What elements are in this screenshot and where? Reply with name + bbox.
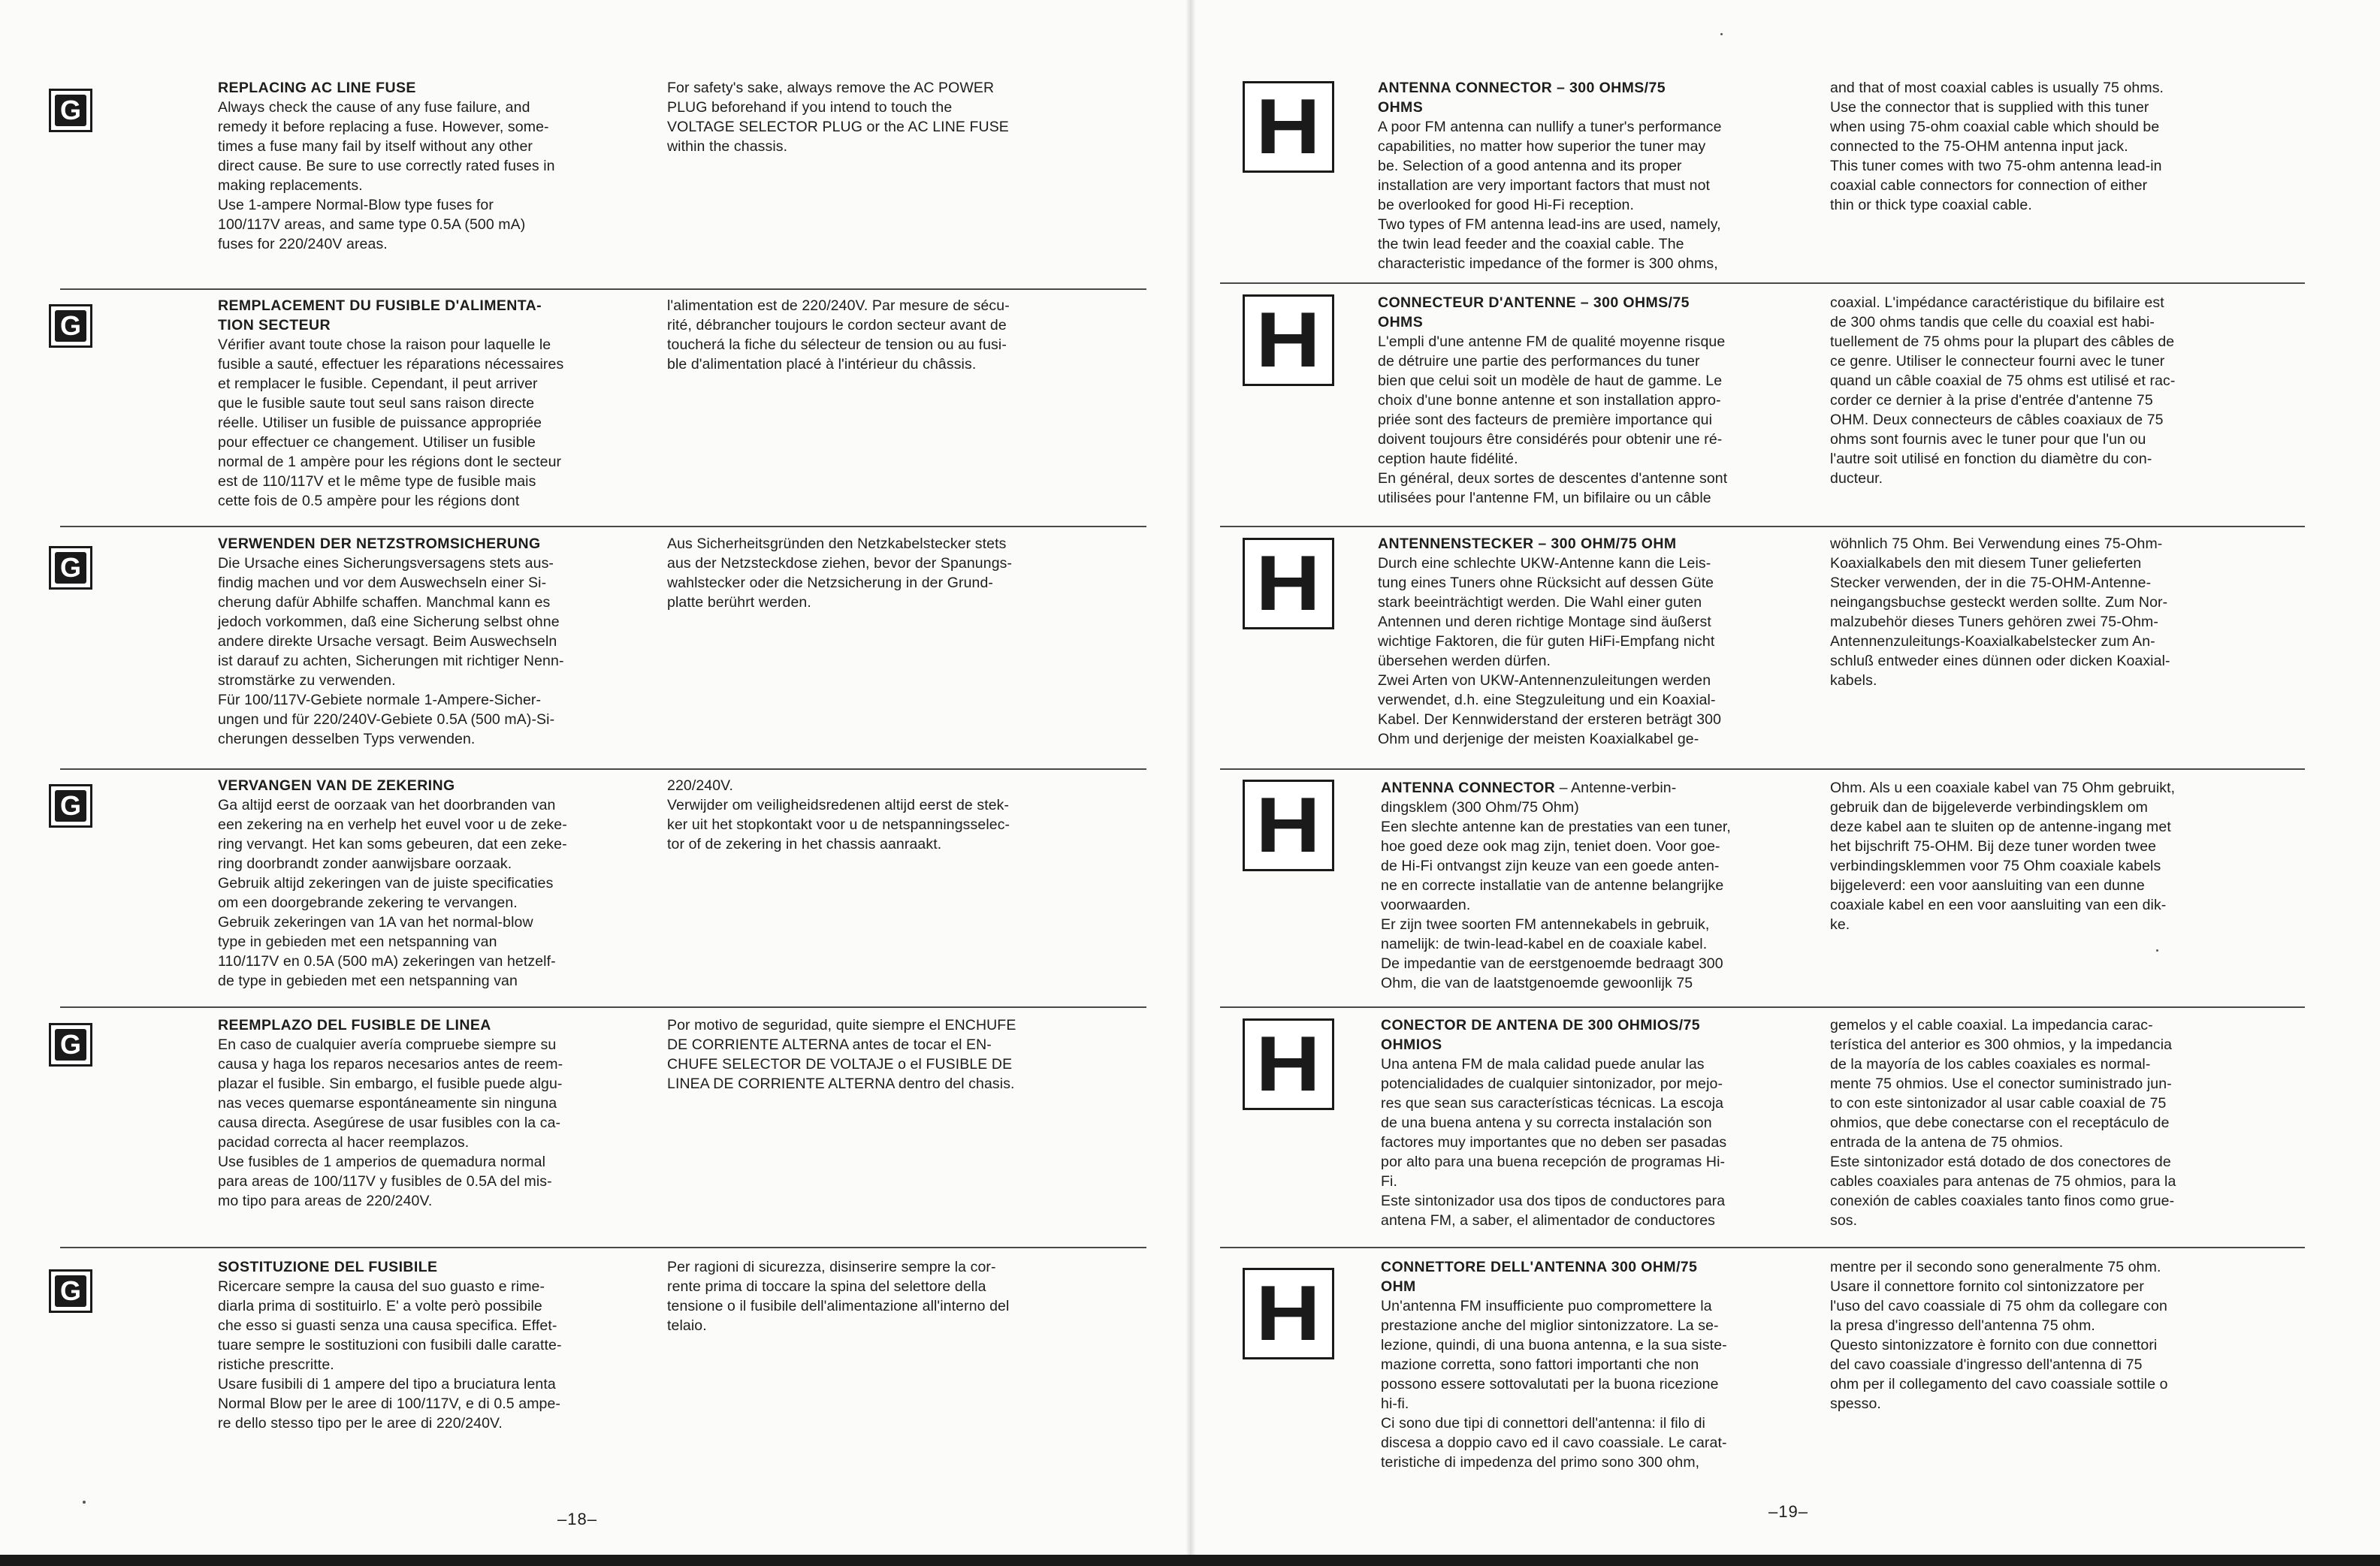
- section-text-continued: [1830, 778, 2224, 934]
- section-title-rest: – Antenne-verbin- dingsklem (300 Ohm/75 Ohm): [1381, 780, 1677, 816]
- section-body-continued: 220/240V. Verwijder om veiligheidsredenen altijd eerst de stek- ker uit het stopkontakt voor u de netspanningsselec- tor of de zekering in het chassis aanraakt.: [667, 777, 1010, 852]
- section-body-continued: Aus Sicherheitsgründen den Netzkabelstecker stets aus der Netzsteckdose ziehen, bevor der Spanungs- wahlstecker oder die Netzsicherung in der Grund- platte berührt werden.: [667, 536, 1013, 611]
- section-divider: [1220, 1006, 2305, 1008]
- section-divider: [1220, 526, 2305, 527]
- section-marker-h: H: [1243, 1268, 1334, 1359]
- section-text-continued: [1830, 1015, 2224, 1230]
- section-text: [1378, 534, 1772, 749]
- section-divider: [60, 526, 1146, 527]
- section-marker-g: G: [49, 89, 92, 132]
- section-text: [218, 78, 624, 254]
- section-en-fuse: [0, 0, 1190, 278]
- section-body-continued: coaxial. L'impédance caractéristique du bifilaire est de 300 ohms tandis que celle du coaxial est habi- tuellement de 75 ohms pour la plupart des câbles de ce genre. Utiliser le connecteur fourni avec le tuner quand un câble coaxial de 75 ohms est utilisé et rac- corder ce dernier à la prise d'entrée d'antenne 75 OHM. Deux connecteurs de câbles coaxiaux de 75 ohms sont fournis avec le tuner pour que l'un ou l'autre soit utilisé en fonction du diamètre du con- ducteur.: [1830, 294, 2176, 487]
- section-divider: [1220, 282, 2305, 284]
- section-divider-wrap: [1220, 768, 2305, 770]
- section-divider: [60, 1247, 1146, 1248]
- section-divider-wrap: [1220, 526, 2305, 527]
- section-divider: [60, 288, 1146, 290]
- section-body: L'empli d'une antenne FM de qualité moyenne risque de détruire une partie des performances du tuner bien que celui soit un modèle de haut de gamme. Le choix d'une bonne antenne et son installation appro- priée sont des facteurs de première importance qui doivent toujours être considérés pour obtenir une ré- ception haute fidélité. En général, deux sortes de descentes d'antenne sont utilisées pour l'antenne FM, un bifilaire ou un câble: [1378, 333, 1728, 506]
- section-text-continued: [1830, 293, 2224, 488]
- section-text: [218, 296, 624, 511]
- section-body-continued: wöhnlich 75 Ohm. Bei Verwendung eines 75-Ohm- Koaxialkabels den mit diesem Tuner gelieferten Stecker verwenden, der in die 75-OHM-Antenne- neingangsbuchse gesteckt werden sollte. Zum Nor- malzubehör dieses Tuners gehören zwei 75-Ohm- Antennenzuleitungs-Koaxialkabelstecker zum An- schluß entweder eines dünnen oder dicken Koaxial- kabels.: [1830, 536, 2170, 689]
- section-marker-g: G: [49, 304, 92, 348]
- section-text-continued: [1830, 534, 2224, 690]
- section-body-continued: Per ragioni di sicurezza, disinserire sempre la cor- rente prima di toccare la spina del selettore della tensione o il fusibile dell'alimentazione all'interno del telaio.: [667, 1259, 1010, 1334]
- section-body-continued: mentre per il secondo sono generalmente 75 ohm. Usare il connettore fornito col sintonizzatore per l'uso del cavo coassiale di 75 ohm da collegare con la presa d'ingresso dell'antenna 75 ohm. Questo sintonizzatore è fornito con due connettori del cavo coassiale d'ingresso dell'antenna di 75 ohm per il collegamento del cavo coassiale sottile o spesso.: [1830, 1259, 2168, 1412]
- section-text-continued: [667, 78, 1074, 156]
- page-number: –19–: [1768, 1502, 1808, 1521]
- section-body: Die Ursache eines Sicherungsversagens stets aus- findig machen und vor dem Auswechseln einer Si- cherung dafür Abhilfe schaffen. Manchmal kann es jedoch vorkommen, daß eine Sicherung selbst ohne andere direkte Ursache versagt. Beim Auswechseln ist darauf zu achten, Sicherungen mit richtiger Nenn- stromstärke zu verwenden. Für 100/117V-Gebiete normale 1-Ampere-Sicher- ungen und für 220/240V-Gebiete 0.5A (500 mA)-Si- cherungen desselben Typs verwenden.: [218, 555, 564, 747]
- section-body: Vérifier avant toute chose la raison pour laquelle le fusible a sauté, effectuer les réparations nécessaires et remplacer le fusible. Cependant, il peut arriver que le fusible saute tout seul sans raison directe réelle. Utiliser un fusible de puissance appropriée pour effectuer ce changement. Utiliser un fusible normal de 1 ampère pour les régions dont le secteur est de 110/117V et le même type de fusible mais cette fois de 0.5 ampère pour les régions dont: [218, 336, 564, 509]
- section-text: [1381, 1257, 1775, 1472]
- section-marker-g: G: [49, 1023, 92, 1067]
- section-marker-h: H: [1243, 538, 1334, 629]
- section-title: SOSTITUZIONE DEL FUSIBILE: [218, 1259, 438, 1275]
- section-divider: [1220, 1247, 2305, 1248]
- section-body: Ricercare sempre la causa del suo guasto e rime- diarla prima di sostituirlo. E' a volte però possibile che esso si guasti senza una causa specifica. Effet- tuare sempre le sostituzioni con fusibili dalle caratte- ristiche prescritte. Usare fusibili di 1 ampere del tipo a bruciatura lenta Normal Blow per le aree di 100/117V, e di 0.5 ampe- re dello stesso tipo per le aree di 220/240V.: [218, 1278, 562, 1432]
- print-speck: [1720, 33, 1723, 35]
- section-title: REPLACING AC LINE FUSE: [218, 80, 416, 96]
- section-body-continued: gemelos y el cable coaxial. La impedancia carac- terística del anterior es 300 ohmios, y la impedancia de la mayoría de los cables coaxiales es normal- mente 75 ohmios. Use el conector suministrado jun- to con este sintonizador al usar cable coaxial de 75 ohmios, que debe conectarse con el receptáculo de entrada de la antena de 75 ohmios. Este sintonizador está dotado de dos conectores de cables coaxiales para antenas de 75 ohmios, para la conexión de cables coaxiales tanto finos como grue- sos.: [1830, 1017, 2176, 1229]
- section-body: Un'antenna FM insufficiente puo compromettere la prestazione anche del miglior sintonizzatore. La se- lezione, quindi, di una buona antenna, e la sua siste- mazione corretta, sono fattori importanti che non possono essere sottovalutati per la buona ricezione hi-fi. Ci sono due tipi di connettori dell'antenna: il filo di discesa a doppio cavo ed il cavo coassiale. Le carat- teristiche di impedenza del primo sono 300 ohm,: [1381, 1298, 1727, 1471]
- section-text-continued: [667, 534, 1074, 612]
- section-body-continued: and that of most coaxial cables is usually 75 ohms. Use the connector that is supplied with this tuner when using 75-ohm coaxial cable which should be connected to the 75-OHM antenna input jack. This tuner comes with two 75-ohm antenna lead-in coaxial cable connectors for connection of either thin or thick type coaxial cable.: [1830, 80, 2164, 213]
- section-divider: [1220, 768, 2305, 770]
- section-title: CONECTOR DE ANTENA DE 300 OHMIOS/75 OHMIOS: [1381, 1017, 1701, 1053]
- section-text: [218, 1015, 624, 1211]
- section-text-continued: [667, 776, 1074, 854]
- section-text-continued: [667, 1257, 1074, 1335]
- scan-edge: [0, 1555, 2380, 1566]
- page-18: [0, 0, 1190, 1555]
- page-19: [1190, 0, 2380, 1555]
- section-title: REEMPLAZO DEL FUSIBLE DE LINEA: [218, 1017, 491, 1033]
- print-speck: [2156, 949, 2158, 952]
- section-body: Ga altijd eerst de oorzaak van het doorbranden van een zekering na en verhelp het euvel voor u de zeke- ring vervangt. Het kan soms gebeuren, dat een zeke- ring doorbrandt zonder aanwijsbare oorzaak. Gebruik altijd zekeringen van de juiste specificaties om een doorgebrande zekering te vervangen. Gebruik zekeringen van 1A van het normal-blow type in gebieden met een netspanning van 110/117V en 0.5A (500 mA) zekeringen van hetzelf- de type in gebieden met een netspanning van: [218, 797, 567, 989]
- section-marker-g: G: [49, 546, 92, 590]
- section-divider-wrap: [1220, 1006, 2305, 1008]
- section-title: REMPLACEMENT DU FUSIBLE D'ALIMENTA- TION SECTEUR: [218, 297, 542, 333]
- section-body: Always check the cause of any fuse failure, and remedy it before replacing a fuse. However, some- times a fuse many fail by itself without any other direct cause. Be sure to use correctly rated fuses in making replacements. Use 1-ampere Normal-Blow type fuses for 100/117V areas, and same type 0.5A (500 mA) fuses for 220/240V areas.: [218, 99, 555, 252]
- section-title: CONNECTEUR D'ANTENNE – 300 OHMS/75 OHMS: [1378, 294, 1690, 330]
- section-divider-wrap: [1220, 1247, 2305, 1248]
- section-text: [1378, 293, 1772, 508]
- section-body: A poor FM antenna can nullify a tuner's performance capabilities, no matter how superior the tuner may be. Selection of a good antenna and its proper installation are very important factors that must not be overlooked for good Hi-Fi reception. Two types of FM antenna lead-ins are used, namely, the twin lead feeder and the coaxial cable. The characteristic impedance of the former is 300 ohms,: [1378, 119, 1722, 272]
- section-text: [1381, 778, 1775, 993]
- section-title-line: [1381, 778, 1775, 817]
- section-text: [218, 534, 624, 749]
- page-number: –18–: [557, 1510, 597, 1528]
- section-title: ANTENNENSTECKER – 300 OHM/75 OHM: [1378, 536, 1677, 552]
- section-marker-h: H: [1243, 780, 1334, 871]
- section-marker-g: G: [49, 784, 92, 828]
- section-body-continued: l'alimentation est de 220/240V. Par mesure de sécu- rité, débrancher toujours le cordon secteur avant de toucherá la fiche du sélecteur de tension ou au fusi- ble d'alimentation placé à l'intérieur du châssis.: [667, 297, 1010, 373]
- section-marker-g: G: [49, 1269, 92, 1313]
- section-body: Durch eine schlechte UKW-Antenne kann die Leis- tung eines Tuners ohne Rücksicht auf dessen Güte stark beeinträchtigt werden. Die Wahl einer guten Antennen und deren richtige Montage sind äußerst wichtige Faktoren, die für guten HiFi-Empfang nicht übersehen werden dürfen. Zwei Arten von UKW-Antennenzuleitungen werden verwendet, d.h. eine Stegzuleitung und ein Koaxial- Kabel. Der Kennwiderstand der ersteren beträgt 300 Ohm und derjenige der meisten Koaxialkabel ge-: [1378, 555, 1722, 747]
- section-title: ANTENNA CONNECTOR – 300 OHMS/75 OHMS: [1378, 80, 1666, 116]
- section-text: [1378, 78, 1772, 273]
- section-text-continued: [1830, 1257, 2224, 1414]
- section-body: En caso de cualquier avería compruebe siempre su causa y haga los reparos necesarios antes de reem- plazar el fusible. Sin embargo, el fusible puede algu- nas veces quemarse espontáneamente sin ninguna causa directa. Asegúrese de usar fusibles con la ca- pacidad correcta al hacer reemplazos. Use fusibles de 1 amperios de quemadura normal para areas de 100/117V y fusibles de 0.5A del mis- mo tipo para areas de 220/240V.: [218, 1036, 563, 1209]
- section-divider: [60, 1006, 1146, 1008]
- section-title: ANTENNA CONNECTOR: [1381, 780, 1556, 796]
- section-body: Una antena FM de mala calidad puede anular las potencialidades de cualquier sintonizador, por mejo- res que sean sus características técnicas. La escoja de una buena antena y su correcta instalación son factores muy importantes que no deben ser pasadas por alto para una buena recepción de programas Hi- Fi. Este sintonizador usa dos tipos de conductores para antena FM, a saber, el alimentador de conductores: [1381, 1056, 1727, 1229]
- print-speck: [83, 1501, 86, 1504]
- section-title: CONNETTORE DELL'ANTENNA 300 OHM/75 OHM: [1381, 1259, 1698, 1295]
- book-gutter: [1185, 0, 1196, 1555]
- section-text-continued: [1830, 78, 2224, 215]
- section-text: [218, 1257, 624, 1433]
- section-text-continued: [667, 1015, 1074, 1094]
- section-body-continued: Ohm. Als u een coaxiale kabel van 75 Ohm gebruikt, gebruik dan de bijgeleverde verbindingsklem om deze kabel aan te sluiten op de antenne-ingang met het bijschrift 75-OHM. Bij deze tuner worden twee verbindingsklemmen voor 75 Ohm coaxiale kabels bijgeleverd: een voor aansluiting van een dunne coaxiale kabel en een voor aansluiting van een dik- ke.: [1830, 780, 2176, 933]
- section-text: [1381, 1015, 1775, 1230]
- section-body-continued: Por motivo de seguridad, quite siempre el ENCHUFE DE CORRIENTE ALTERNA antes de tocar el EN- CHUFE SELECTOR DE VOLTAJE o el FUSIBLE DE LINEA DE CORRIENTE ALTERNA dentro del chasis.: [667, 1017, 1016, 1092]
- section-marker-h: H: [1243, 1018, 1334, 1110]
- section-divider: [60, 768, 1146, 770]
- section-text: [218, 776, 624, 991]
- section-text-continued: [667, 296, 1074, 374]
- section-body: Een slechte antenne kan de prestaties van een tuner, hoe goed deze ook mag zijn, teniet doen. Voor goe- de Hi-Fi ontvangst zijn keuze van een goede anten- ne en correcte installatie van de antenne belangrijke voorwaarden. Er zijn twee soorten FM antennekabels in gebruik, namelijk: de twin-lead-kabel en de coaxiale kabel. De impedantie van de eerstgenoemde bedraagt 300 Ohm, die van de laatstgenoemde gewoonlijk 75: [1381, 819, 1731, 991]
- section-title: VERWENDEN DER NETZSTROMSICHERUNG: [218, 536, 541, 552]
- section-marker-h: H: [1243, 81, 1334, 173]
- section-body-continued: For safety's sake, always remove the AC POWER PLUG beforehand if you intend to touch the VOLTAGE SELECTOR PLUG or the AC LINE FUSE within the chassis.: [667, 80, 1009, 155]
- section-title: VERVANGEN VAN DE ZEKERING: [218, 777, 455, 794]
- section-divider-wrap: [1220, 282, 2305, 284]
- section-marker-h: H: [1243, 294, 1334, 386]
